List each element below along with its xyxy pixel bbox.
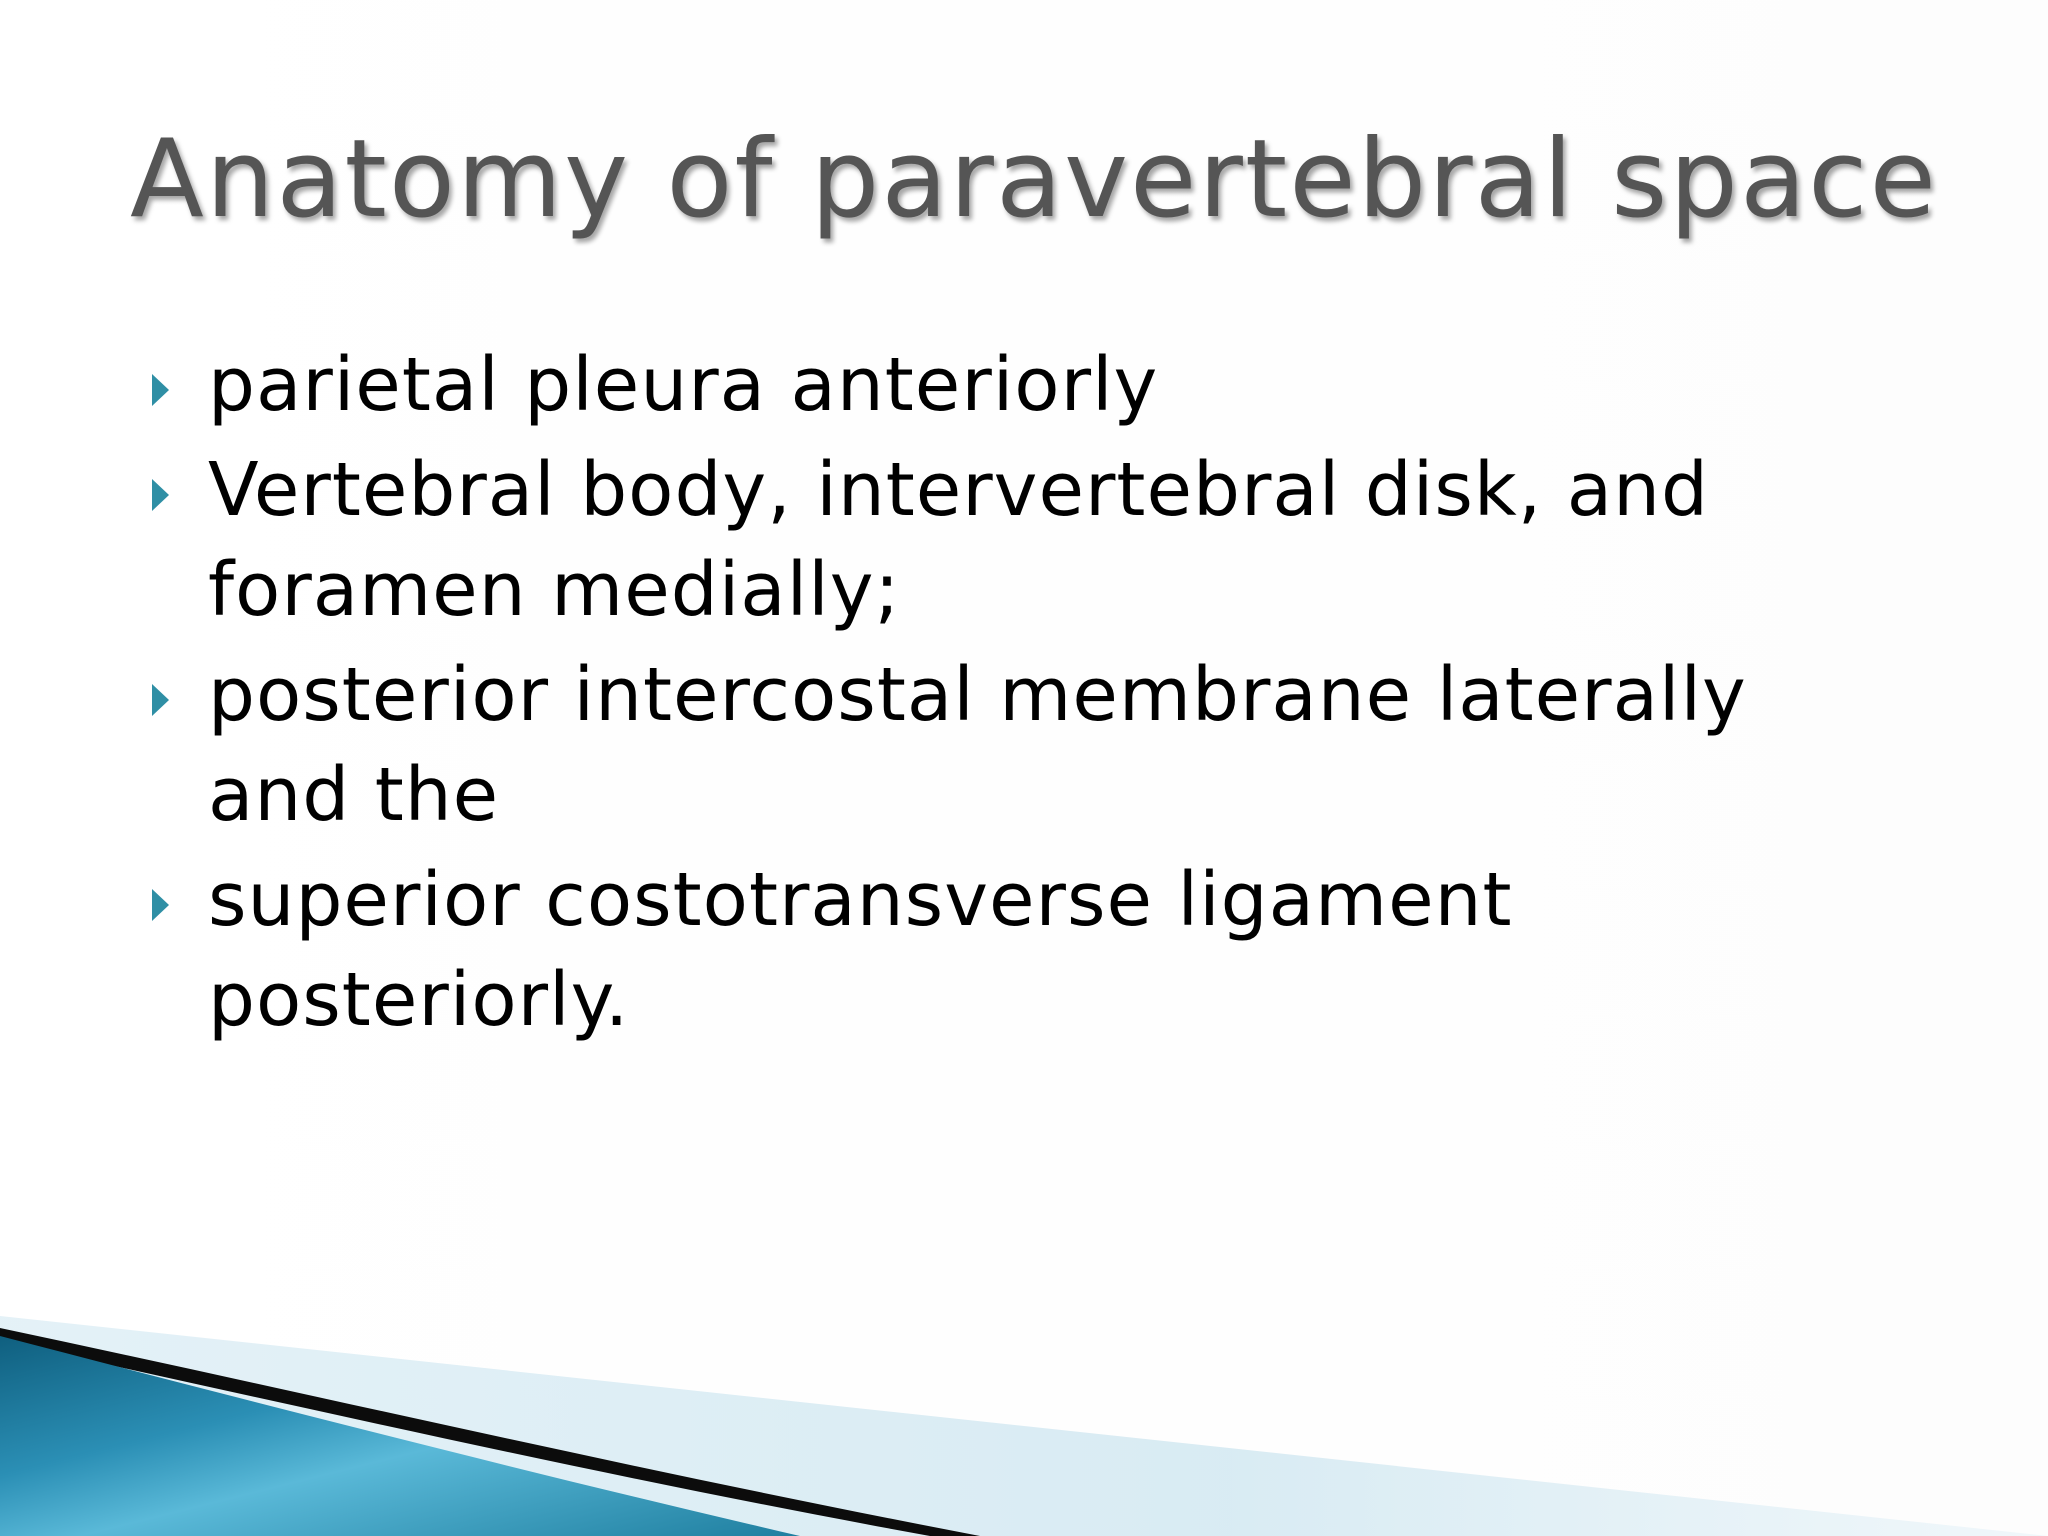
slide-title: Anatomy of paravertebral space xyxy=(130,117,1938,242)
bullet-item xyxy=(145,440,1845,640)
bullet-item xyxy=(145,850,1845,1050)
bullet-text: Vertebral body, intervertebral disk, and foramen medially; xyxy=(208,447,1709,633)
triangle-bullet-icon xyxy=(152,374,169,406)
corner-wave-decoration xyxy=(0,1286,2048,1536)
bullet-text: superior costotransverse ligament posteriorly. xyxy=(208,857,1513,1043)
bullet-item xyxy=(145,645,1845,845)
bullet-text: posterior intercostal membrane laterally and the xyxy=(208,652,1747,838)
bullet-item xyxy=(145,335,1845,435)
triangle-bullet-icon xyxy=(152,889,169,921)
bullet-list xyxy=(145,335,1845,1055)
triangle-bullet-icon xyxy=(152,684,169,716)
bullet-text: parietal pleura anteriorly xyxy=(208,342,1159,428)
triangle-bullet-icon xyxy=(152,479,169,511)
